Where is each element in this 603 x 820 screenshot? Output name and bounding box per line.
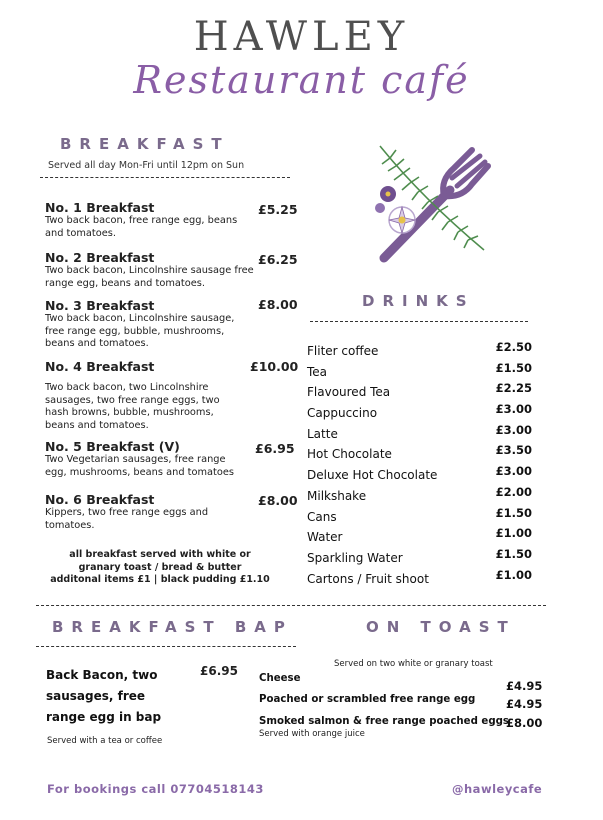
list-item [307, 464, 532, 485]
item-price: £6.95 [255, 441, 295, 456]
fork-flower-illustration [372, 138, 494, 266]
toast-note: Served on two white or granary toast [334, 659, 493, 669]
booking-contact: For bookings call 07704518143 [47, 782, 264, 796]
list-item [307, 526, 532, 547]
divider [310, 321, 528, 322]
list-item [307, 568, 532, 589]
item-name: No. 4 Breakfast [45, 359, 155, 374]
list-item [307, 443, 532, 464]
toast-item-name: Smoked salmon & free range poached eggs [259, 716, 509, 727]
list-item [307, 506, 532, 527]
drinks-heading: DRINKS [362, 292, 475, 310]
item-name: No. 5 Breakfast (V) [45, 439, 180, 454]
item-description: Two back bacon, Lincolnshire sausage, free range egg, bubble, mushrooms, beans and tomatoes. [45, 313, 235, 349]
drink-price: £1.00 [495, 526, 532, 541]
list-item [307, 423, 532, 444]
drink-price: £3.00 [495, 464, 532, 479]
item-price: £6.25 [258, 252, 298, 267]
drink-price: £3.00 [495, 422, 532, 437]
item-description: Two back bacon, free range egg, beans and tomatoes. [45, 215, 238, 239]
footnote-line: all breakfast served with white or [69, 549, 251, 560]
drink-price: £3.00 [495, 402, 532, 417]
list-item [307, 381, 532, 402]
social-handle[interactable]: @hawleycafe [452, 782, 543, 796]
drink-name: Cappuccino [307, 406, 378, 421]
drink-price: £2.50 [495, 340, 532, 354]
item-price: £8.00 [258, 493, 298, 508]
drink-name: Flavoured Tea [307, 385, 391, 400]
item-price: £10.00 [250, 359, 299, 374]
restaurant-subtitle: Restaurant café [133, 58, 470, 102]
drink-name: Latte [307, 426, 338, 441]
divider [40, 177, 290, 178]
drink-price: £2.00 [495, 484, 532, 499]
toast-item-name: Poached or scrambled free range egg [259, 694, 476, 705]
footnote-line: granary toast / bread & butter [78, 561, 242, 573]
drink-name: Water [307, 530, 343, 545]
item-price: £8.00 [258, 297, 298, 312]
list-item [307, 361, 532, 382]
drink-name: Deluxe Hot Chocolate [307, 468, 438, 483]
item-name: No. 3 Breakfast [45, 298, 155, 313]
drink-price: £1.50 [495, 360, 532, 375]
drink-name: Fliter coffee [307, 344, 379, 358]
list-item [307, 547, 532, 568]
item-description: Two back bacon, Lincolnshire sausage free range egg, beans and tomatoes. [45, 265, 254, 289]
breakfast-bap-heading: BREAKFAST BAP [52, 618, 293, 636]
drink-price: £1.50 [495, 546, 532, 561]
item-name: No. 2 Breakfast [45, 250, 155, 265]
bap-note: Served with a tea or coffee [47, 736, 163, 746]
breakfast-hours-note: Served all day Mon-Fri until 12pm on Sun [48, 160, 245, 171]
on-toast-heading: ON TOAST [366, 618, 516, 636]
drink-price: £1.50 [495, 505, 532, 520]
divider [36, 646, 296, 647]
breakfast-heading: BREAKFAST [60, 135, 230, 153]
item-description: Two Vegetarian sausages, free range egg, mushrooms, beans and tomatoes [45, 454, 235, 478]
bap-item-price: £6.95 [200, 664, 238, 678]
breakfast-footnote [40, 549, 280, 587]
bap-item-name: Back Bacon, two sausages, free range egg in bap [46, 668, 162, 724]
item-name: No. 1 Breakfast [45, 200, 155, 215]
item-name: No. 6 Breakfast [45, 492, 155, 507]
drink-name: Tea [307, 364, 328, 379]
item-description: Kippers, two free range eggs and tomatoes. [45, 507, 209, 531]
drink-price: £3.50 [495, 443, 532, 458]
list-item [307, 340, 532, 361]
drink-price: £1.00 [495, 567, 532, 582]
drinks-list [307, 340, 532, 588]
toast-item-name: Cheese [259, 673, 301, 684]
drink-name: Sparkling Water [307, 550, 403, 565]
list-item [307, 485, 532, 506]
footnote-line: additonal items £1 | black pudding £1.10 [50, 574, 270, 585]
toast-item-price: £4.95 [506, 679, 543, 693]
restaurant-name: HAWLEY [193, 14, 410, 60]
item-price: £5.25 [258, 202, 298, 217]
drink-name: Cartons / Fruit shoot [307, 571, 429, 586]
rosemary-sprig-icon [380, 146, 484, 250]
toast-item-sub: Served with orange juice [259, 729, 365, 739]
divider [36, 605, 546, 606]
item-description: Two back bacon, two Lincolnshire sausages, two free range eggs, two hash browns, bubble, mushrooms, beans and tomatoes. [45, 382, 220, 431]
drink-name: Hot Chocolate [307, 447, 392, 462]
flower-icon [375, 186, 415, 233]
list-item [307, 402, 532, 423]
fork-icon [384, 150, 488, 258]
drink-name: Milkshake [307, 488, 367, 503]
drink-price: £2.25 [495, 381, 532, 396]
toast-item-price: £4.95 [506, 697, 543, 711]
drink-name: Cans [307, 509, 337, 524]
toast-item-price: £8.00 [506, 716, 543, 730]
